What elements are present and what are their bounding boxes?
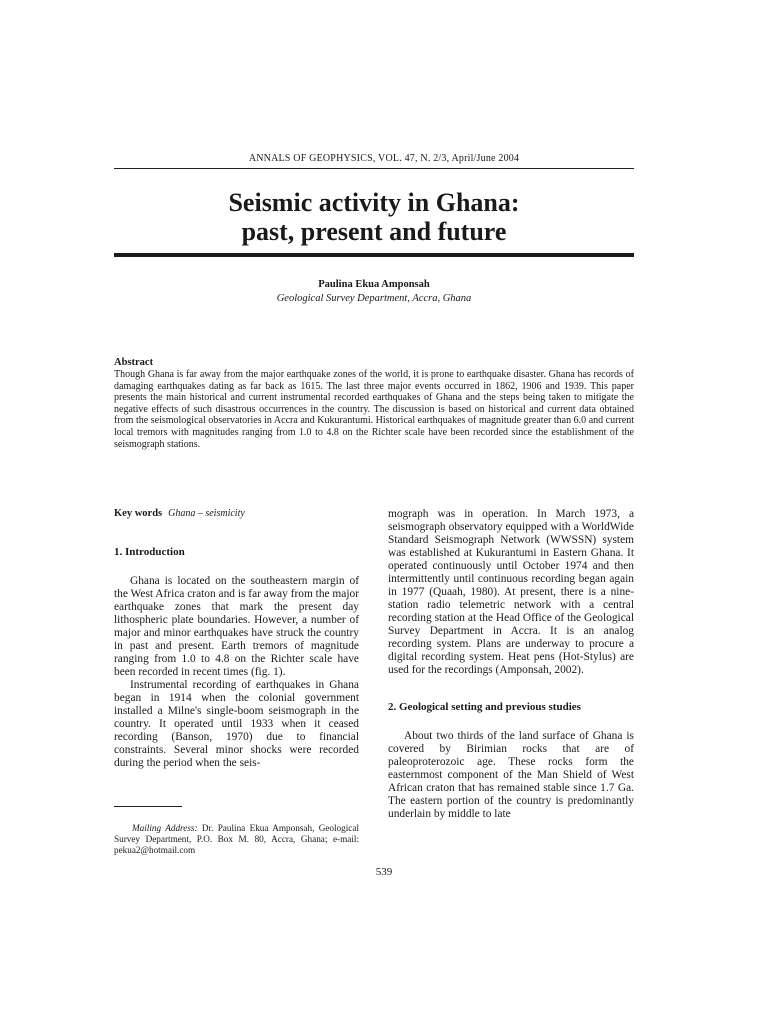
section-1-paragraph-continued: mograph was in operation. In March 1973, a seismograph observatory equipped with a WorldWide Standard Seismograph Network (WWSSN) system was established at Kukurantumi in Eastern Ghana. It operated continuously until October 1974 and then intermittently until continuous recording began again in 1977 (Quaah, 1980). At present, there is a nine-station radio telemetric network with a central recording station at the Head Office of the Geological Survey Department in Accra. It is an analog recording system. Plans are underway to procure a digital recording system. Heat pens (Hot-Stylus) are used for the recordings (Amponsah, 2002). [388,508,634,676]
author-name: Paulina Ekua Amponsah [318,279,430,290]
section-2-heading: 2. Geological setting and previous studies [388,701,581,713]
title-line-2: past, present and future [241,217,507,246]
left-column [114,508,359,770]
footnote-rule [114,806,182,807]
author-affiliation: Geological Survey Department, Accra, Ghana [276,293,472,304]
footnote [114,823,359,856]
section-1-paragraph-2: Instrumental recording of earthquakes in Ghana began in 1914 when the colonial government installed a Milne's single-boom seismograph in the country. It operated until 1933 when it ceased recording (Banson, 1970) due to financial constraints. Several minor shocks were recorded during the period when the seis- [114,679,359,769]
title-rule [114,253,634,257]
section-1-heading: 1. Introduction [114,546,185,558]
section-1-paragraph-1: Ghana is located on the southeastern margin of the West Africa craton and is far away from the major earthquake zones that mark the present day lithospheric plate boundaries. However, a number of major and minor earthquakes have struck the country in past and present. Earth tremors of magnitude ranging from 1.0 to 4.8 on the Richter scale have been recorded in recent times (fig. 1). [114,575,359,678]
keywords [114,508,359,519]
keywords-label: Key words [114,508,163,519]
page-number: 539 [375,866,393,878]
title-line-1: Seismic activity in Ghana: [228,188,520,217]
abstract-heading: Abstract [114,357,154,368]
right-column [388,508,634,821]
footnote-text: Dr. Paulina Ekua Amponsah, Geological Survey Department, P.O. Box M. 80, Accra, Ghana; e-mail: pekua2@hotmail.com [114,823,360,855]
header-rule [114,168,634,169]
section-2-paragraph-1: About two thirds of the land surface of Ghana is covered by Birimian rocks that are of paleoproterozoic age. These rocks form the easternmost component of the Man Shield of West African craton that has remained stable since 1.7 Ga. The eastern portion of the country is predominantly underlain by middle to late [388,730,634,820]
footnote-label: Mailing Address: [132,823,198,833]
journal-header: ANNALS OF GEOPHYSICS, VOL. 47, N. 2/3, April/June 2004 [248,153,520,164]
paper-title [114,188,634,246]
abstract-text: Though Ghana is far away from the major earthquake zones of the world, it is prone to earthquake disaster. Ghana has records of damaging earthquakes dating as far back as 1615. The last three major events occurred in 1862, 1906 and 1939. This paper presents the main historical and current instrumental recorded earthquakes of Ghana and the steps being taken to mitigate the negative effects of such disastrous occurrences in the country. The discussion is based on historical and current data obtained from the seismological observatories in Accra and Kukurantumi. Historical earthquakes of magnitude greater than 6.0 and current local tremors with magnitudes ranging from 1.0 to 4.8 on the Richter scale have been recorded since the establishment of the seismograph stations. [114,369,634,450]
keywords-value: Ghana – seismicity [168,508,245,519]
